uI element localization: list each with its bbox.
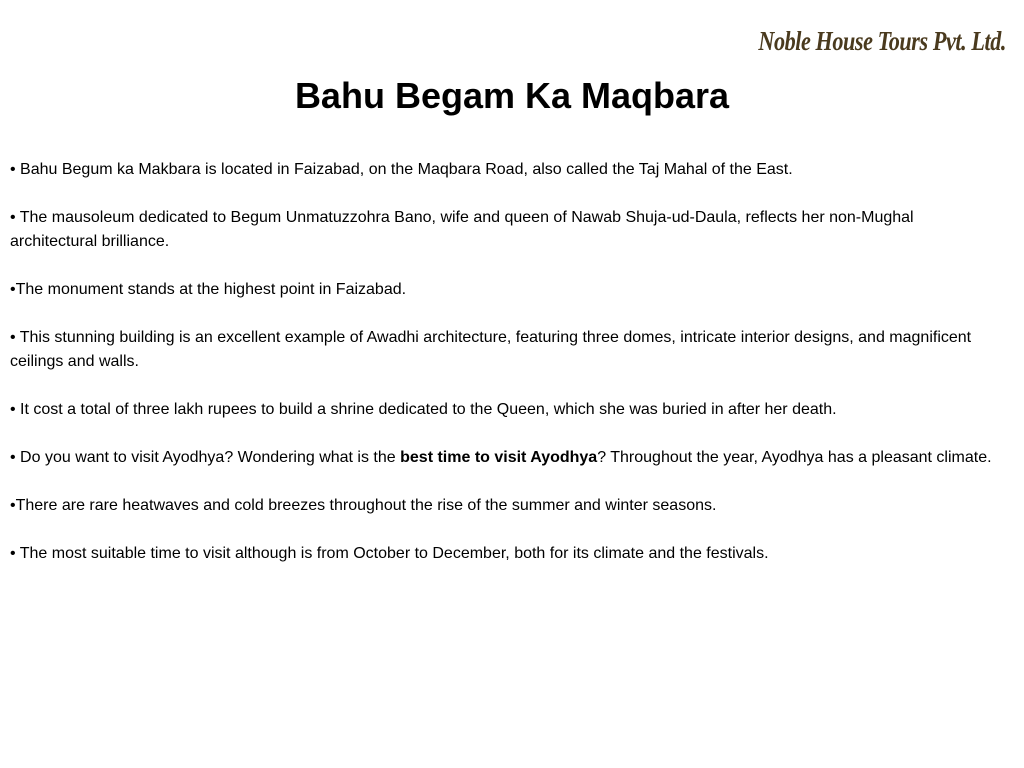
bullet-location: • Bahu Begum ka Makbara is located in Faizabad, on the Maqbara Road, also called the Taj Mahal of the East.: [10, 161, 793, 178]
bullet-visit-ayodhya-before: • Do you want to visit Ayodhya? Wondering what is the: [10, 449, 401, 466]
bullet-mausoleum: • The mausoleum dedicated to Begum Unmatuzzohra Bano, wife and queen of Nawab Shuja-ud-Daula, reflects her non-Mughal architectural brilliance.: [10, 209, 914, 250]
bullet-architecture: • This stunning building is an excellent example of Awadhi architecture, featuring three domes, intricate interior designs, and magnificent ceilings and walls.: [10, 329, 972, 370]
bullet-visit-ayodhya: [10, 446, 1000, 470]
bullet-weather: •There are rare heatwaves and cold breezes throughout the rise of the summer and winter seasons.: [10, 497, 717, 514]
bullet-visit-ayodhya-after: ? Throughout the year, Ayodhya has a pleasant climate.: [597, 449, 992, 466]
best-time-link-text[interactable]: best time to visit Ayodhya: [400, 449, 598, 466]
bullet-cost: • It cost a total of three lakh rupees to build a shrine dedicated to the Queen, which she was buried in after her death.: [10, 401, 837, 418]
bullet-highest-point: •The monument stands at the highest point in Faizabad.: [10, 281, 407, 298]
page-title: Bahu Begam Ka Maqbara: [294, 75, 730, 116]
bullet-list: [10, 158, 1000, 590]
brand-logo-text: Noble House Tours Pvt. Ltd.: [758, 26, 1006, 56]
bullet-suitable-time: • The most suitable time to visit although is from October to December, both for its climate and the festivals.: [10, 545, 769, 562]
